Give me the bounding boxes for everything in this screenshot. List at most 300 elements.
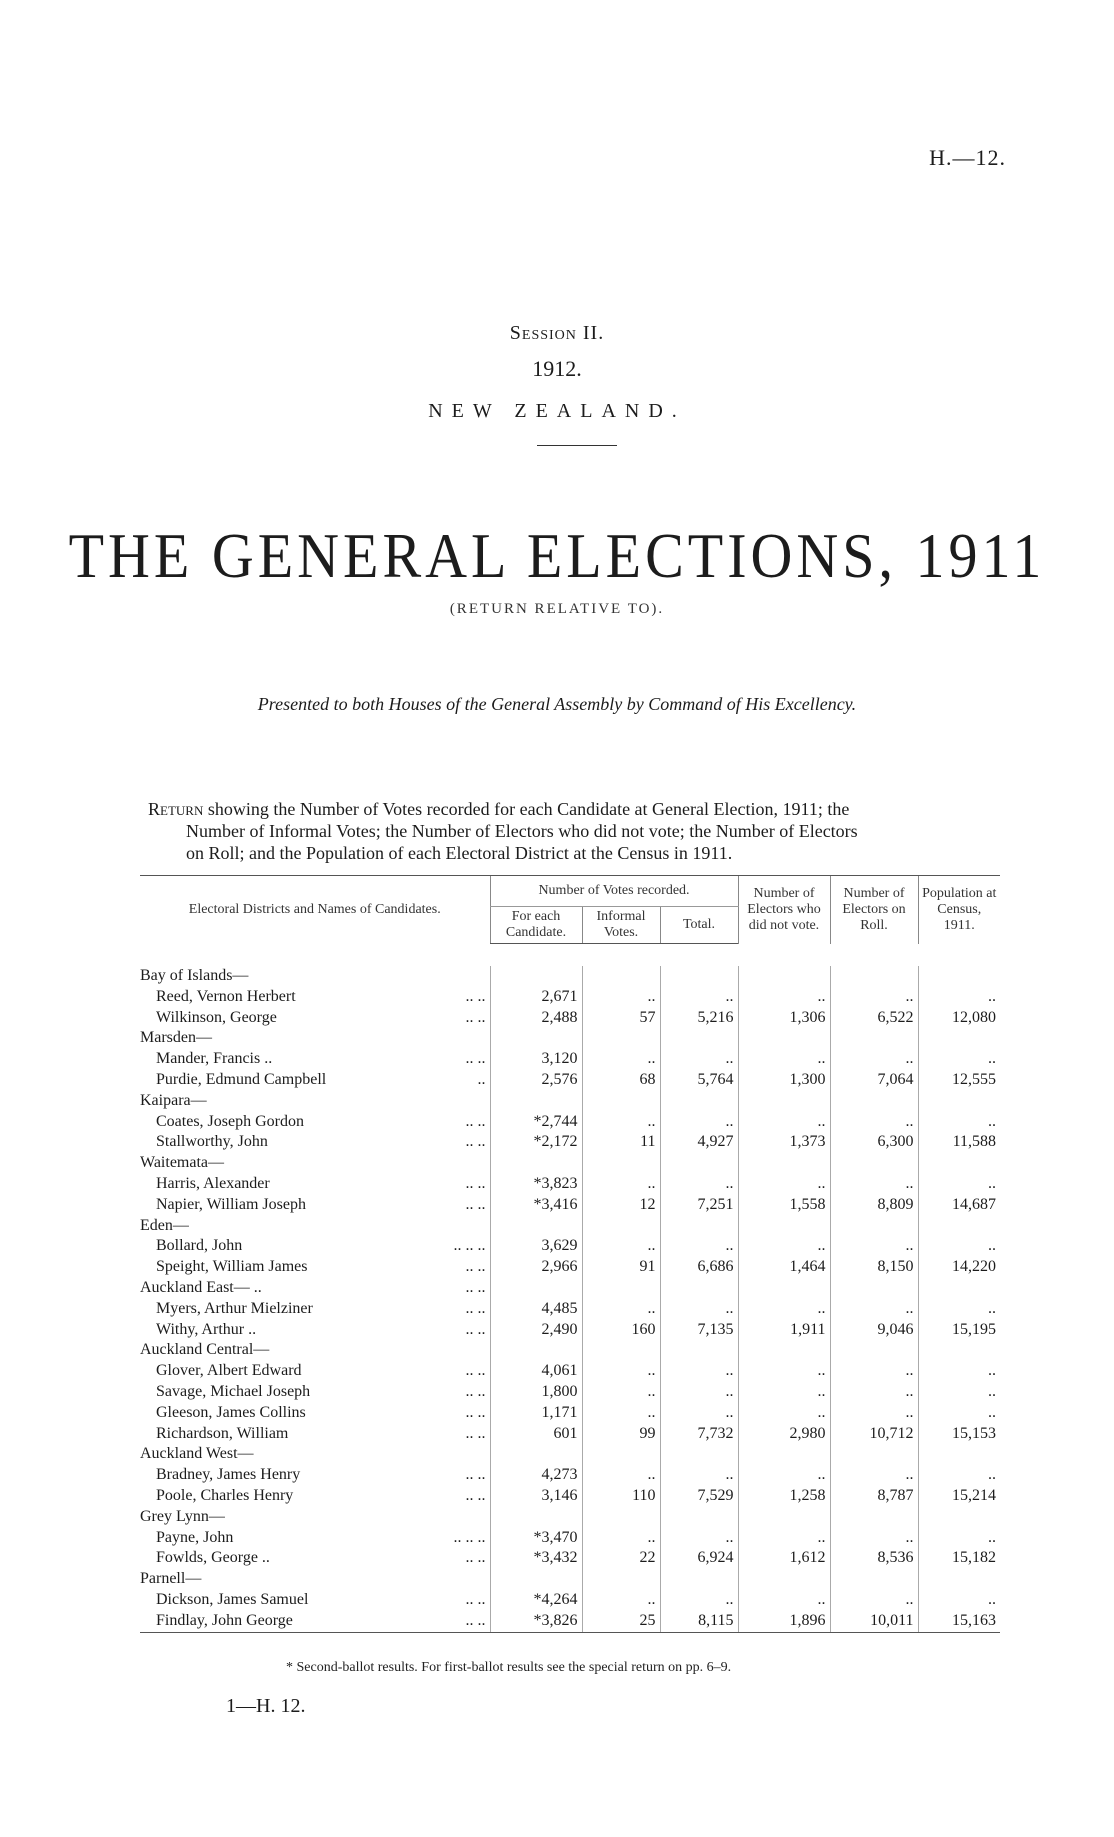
table-row <box>140 1008 1000 1029</box>
leader-dots: .. .. <box>465 1112 486 1130</box>
leader-dots: .. .. <box>465 1403 486 1421</box>
census-population <box>918 1278 1000 1299</box>
candidate-votes: 2,966 <box>490 1257 582 1278</box>
electors-on-roll: 8,809 <box>830 1195 918 1216</box>
total-votes: .. <box>660 1112 738 1133</box>
electors-on-roll: 8,787 <box>830 1486 918 1507</box>
table-row <box>140 1590 1000 1611</box>
electors-not-voted: .. <box>738 987 830 1008</box>
header-votes-group: Number of Votes recorded. <box>490 876 738 907</box>
district-label: Auckland East— .. <box>140 1278 262 1296</box>
candidate-votes: 1,171 <box>490 1403 582 1424</box>
candidate-name: Purdie, Edmund Campbell <box>156 1070 327 1088</box>
electors-not-voted: 1,373 <box>738 1132 830 1153</box>
electors-not-voted <box>738 1028 830 1049</box>
district-name <box>140 1153 490 1174</box>
district-name <box>140 1569 490 1590</box>
candidate-cell <box>140 1112 490 1133</box>
electors-not-voted: 1,896 <box>738 1611 830 1632</box>
candidate-cell <box>140 1174 490 1195</box>
electors-not-voted <box>738 1278 830 1299</box>
census-population: 11,588 <box>918 1132 1000 1153</box>
informal-votes: 22 <box>582 1548 660 1569</box>
electors-on-roll: .. <box>830 1049 918 1070</box>
page-number: 1—H. 12. <box>226 1695 306 1717</box>
candidate-cell <box>140 1611 490 1632</box>
candidate-name: Savage, Michael Joseph <box>156 1382 311 1400</box>
electors-not-voted: .. <box>738 1049 830 1070</box>
total-votes: .. <box>660 1465 738 1486</box>
informal-votes: 11 <box>582 1132 660 1153</box>
informal-votes: .. <box>582 1174 660 1195</box>
electors-on-roll: .. <box>830 1361 918 1382</box>
informal-votes: 12 <box>582 1195 660 1216</box>
total-votes <box>660 1340 738 1361</box>
informal-votes <box>582 1444 660 1465</box>
leader-dots: .. .. <box>465 1362 486 1380</box>
electors-on-roll <box>830 1444 918 1465</box>
informal-votes <box>582 1569 660 1590</box>
informal-votes: .. <box>582 1236 660 1257</box>
electors-on-roll: 10,011 <box>830 1611 918 1632</box>
total-votes <box>660 1444 738 1465</box>
candidate-votes: *3,432 <box>490 1548 582 1569</box>
candidate-name: Myers, Arthur Mielziner <box>156 1299 313 1317</box>
district-label: Eden— <box>140 1216 189 1234</box>
electors-on-roll: 6,300 <box>830 1132 918 1153</box>
header-total: Total. <box>660 907 738 944</box>
electors-not-voted: .. <box>738 1590 830 1611</box>
candidate-votes: *2,744 <box>490 1112 582 1133</box>
table-row <box>140 1132 1000 1153</box>
census-population: .. <box>918 1403 1000 1424</box>
candidate-name: Coates, Joseph Gordon <box>156 1112 304 1130</box>
candidate-cell <box>140 1528 490 1549</box>
electors-on-roll <box>830 1028 918 1049</box>
candidate-cell <box>140 1070 490 1091</box>
leader-dots: .. .. <box>465 1258 486 1276</box>
candidate-votes <box>490 1278 582 1299</box>
electors-not-voted <box>738 1507 830 1528</box>
census-population: 12,080 <box>918 1008 1000 1029</box>
census-population: .. <box>918 987 1000 1008</box>
candidate-votes: 2,488 <box>490 1008 582 1029</box>
spacer-row <box>140 944 1000 967</box>
total-votes <box>660 1507 738 1528</box>
table-row <box>140 1195 1000 1216</box>
candidate-votes <box>490 1216 582 1237</box>
candidate-votes: *3,826 <box>490 1611 582 1632</box>
table-row <box>140 1548 1000 1569</box>
district-row <box>140 1153 1000 1174</box>
informal-votes <box>582 1028 660 1049</box>
electors-on-roll: .. <box>830 1112 918 1133</box>
electors-not-voted: .. <box>738 1112 830 1133</box>
total-votes: .. <box>660 1299 738 1320</box>
total-votes <box>660 1216 738 1237</box>
candidate-votes: 601 <box>490 1424 582 1445</box>
header-informal: Informal Votes. <box>582 907 660 944</box>
total-votes: .. <box>660 1236 738 1257</box>
census-population: .. <box>918 1299 1000 1320</box>
district-label: Auckland Central— <box>140 1341 270 1359</box>
total-votes: 7,529 <box>660 1486 738 1507</box>
electors-on-roll: .. <box>830 1236 918 1257</box>
electors-not-voted: .. <box>738 1236 830 1257</box>
candidate-votes: 2,490 <box>490 1320 582 1341</box>
electors-on-roll: .. <box>830 1174 918 1195</box>
electors-on-roll <box>830 1507 918 1528</box>
district-row <box>140 1340 1000 1361</box>
total-votes: 8,115 <box>660 1611 738 1632</box>
electors-on-roll: .. <box>830 1382 918 1403</box>
census-population <box>918 1507 1000 1528</box>
candidate-votes: *3,470 <box>490 1528 582 1549</box>
candidate-name: Stallworthy, John <box>156 1133 268 1151</box>
candidate-cell <box>140 1486 490 1507</box>
candidate-name: Harris, Alexander <box>156 1174 270 1192</box>
informal-votes <box>582 1216 660 1237</box>
candidate-votes <box>490 966 582 987</box>
electors-on-roll: 7,064 <box>830 1070 918 1091</box>
informal-votes: 57 <box>582 1008 660 1029</box>
header-not-voted: Number of Electors who did not vote. <box>738 876 830 944</box>
total-votes: .. <box>660 1528 738 1549</box>
electors-not-voted: 1,306 <box>738 1008 830 1029</box>
electors-on-roll: .. <box>830 1403 918 1424</box>
total-votes: .. <box>660 1590 738 1611</box>
footnote: * Second-ballot results. For first-ballot results see the special return on pp. 6–9. <box>286 1660 732 1675</box>
candidate-votes: 4,061 <box>490 1361 582 1382</box>
candidate-name: Findlay, John George <box>156 1611 293 1629</box>
electors-not-voted: 1,258 <box>738 1486 830 1507</box>
census-population <box>918 1569 1000 1590</box>
table-row <box>140 1465 1000 1486</box>
returns-body <box>140 944 1000 1633</box>
total-votes <box>660 1091 738 1112</box>
informal-votes: 110 <box>582 1486 660 1507</box>
electors-not-voted: .. <box>738 1382 830 1403</box>
total-votes: .. <box>660 987 738 1008</box>
electors-on-roll <box>830 1569 918 1590</box>
candidate-votes <box>490 1569 582 1590</box>
presented-line: Presented to both Houses of the General Assembly by Command of His Excellency. <box>257 694 857 714</box>
electors-not-voted <box>738 1340 830 1361</box>
district-row <box>140 1569 1000 1590</box>
census-population <box>918 1216 1000 1237</box>
table-row <box>140 1174 1000 1195</box>
election-returns-table <box>140 875 1000 1633</box>
electors-not-voted: 1,558 <box>738 1195 830 1216</box>
candidate-name: Payne, John <box>156 1528 234 1546</box>
leader-dots: .. .. <box>465 1299 486 1317</box>
informal-votes: .. <box>582 987 660 1008</box>
candidate-cell <box>140 1465 490 1486</box>
total-votes: .. <box>660 1382 738 1403</box>
candidate-cell <box>140 987 490 1008</box>
district-row <box>140 1278 1000 1299</box>
candidate-name: Napier, William Joseph <box>156 1195 306 1213</box>
candidate-votes: *3,416 <box>490 1195 582 1216</box>
candidate-name: Bollard, John <box>156 1237 243 1255</box>
candidate-cell <box>140 1590 490 1611</box>
district-label: Auckland West— <box>140 1445 254 1463</box>
year-label: 1912. <box>532 356 582 381</box>
electors-not-voted <box>738 1569 830 1590</box>
census-population: .. <box>918 1590 1000 1611</box>
electors-on-roll: 10,712 <box>830 1424 918 1445</box>
leader-dots: .. .. <box>465 1174 486 1192</box>
electors-not-voted: .. <box>738 1174 830 1195</box>
table-row <box>140 1382 1000 1403</box>
informal-votes: 91 <box>582 1257 660 1278</box>
census-population: 15,214 <box>918 1486 1000 1507</box>
informal-votes <box>582 1153 660 1174</box>
candidate-name: Reed, Vernon Herbert <box>156 987 296 1005</box>
informal-votes: .. <box>582 1112 660 1133</box>
total-votes: .. <box>660 1403 738 1424</box>
census-population <box>918 1340 1000 1361</box>
leader-dots: .. .. <box>465 1486 486 1504</box>
candidate-votes: 3,120 <box>490 1049 582 1070</box>
district-label: Kaipara— <box>140 1091 207 1109</box>
district-row <box>140 1444 1000 1465</box>
page-reference: H.—12. <box>929 145 1006 170</box>
candidate-votes: 3,146 <box>490 1486 582 1507</box>
informal-votes: .. <box>582 1590 660 1611</box>
electors-not-voted <box>738 1444 830 1465</box>
electors-not-voted: 1,911 <box>738 1320 830 1341</box>
electors-not-voted: .. <box>738 1528 830 1549</box>
table-row <box>140 1486 1000 1507</box>
intro-line-2: Number of Informal Votes; the Number of Electors who did not vote; the Number of Electors <box>186 821 858 841</box>
electors-on-roll: .. <box>830 1590 918 1611</box>
district-name <box>140 1444 490 1465</box>
district-name <box>140 1028 490 1049</box>
table-row <box>140 1361 1000 1382</box>
leader-dots: .. .. <box>465 1320 486 1338</box>
table-row <box>140 1236 1000 1257</box>
district-name <box>140 1507 490 1528</box>
leader-dots: .. .. <box>465 1382 486 1400</box>
district-label: Parnell— <box>140 1570 202 1588</box>
total-votes: .. <box>660 1174 738 1195</box>
intro-line-3: on Roll; and the Population of each Electoral District at the Census in 1911. <box>186 843 733 863</box>
title-rule <box>537 445 617 446</box>
electors-not-voted <box>738 1091 830 1112</box>
total-votes: 4,927 <box>660 1132 738 1153</box>
candidate-name: Withy, Arthur .. <box>156 1320 257 1338</box>
electors-not-voted <box>738 966 830 987</box>
census-population: 15,182 <box>918 1548 1000 1569</box>
total-votes: 5,216 <box>660 1008 738 1029</box>
candidate-cell <box>140 1361 490 1382</box>
informal-votes <box>582 966 660 987</box>
electors-not-voted <box>738 1216 830 1237</box>
electors-on-roll <box>830 1091 918 1112</box>
district-label: Waitemata— <box>140 1154 225 1172</box>
leader-dots: .. .. <box>465 1195 486 1213</box>
census-population: 15,153 <box>918 1424 1000 1445</box>
candidate-cell <box>140 1548 490 1569</box>
census-population <box>918 966 1000 987</box>
leader-dots: .. .. <box>465 1590 486 1608</box>
census-population: 15,163 <box>918 1611 1000 1632</box>
electors-on-roll <box>830 1153 918 1174</box>
total-votes: 7,251 <box>660 1195 738 1216</box>
table-row <box>140 1403 1000 1424</box>
electors-not-voted: 1,464 <box>738 1257 830 1278</box>
informal-votes <box>582 1507 660 1528</box>
table-row <box>140 1112 1000 1133</box>
candidate-votes <box>490 1153 582 1174</box>
informal-votes: 68 <box>582 1070 660 1091</box>
informal-votes: .. <box>582 1465 660 1486</box>
informal-votes: 99 <box>582 1424 660 1445</box>
census-population <box>918 1444 1000 1465</box>
electors-not-voted: 1,612 <box>738 1548 830 1569</box>
candidate-votes: *4,264 <box>490 1590 582 1611</box>
informal-votes: .. <box>582 1382 660 1403</box>
candidate-votes: *3,823 <box>490 1174 582 1195</box>
table-row <box>140 1424 1000 1445</box>
census-population: .. <box>918 1528 1000 1549</box>
candidate-votes: 2,671 <box>490 987 582 1008</box>
candidate-cell <box>140 1236 490 1257</box>
candidate-name: Bradney, James Henry <box>156 1466 301 1484</box>
leader-dots: .. .. <box>465 1466 486 1484</box>
document-title: THE GENERAL ELECTIONS, 1911 <box>68 519 1046 592</box>
return-lead-word: Return <box>148 799 204 819</box>
census-population: .. <box>918 1174 1000 1195</box>
candidate-name: Richardson, William <box>156 1424 289 1442</box>
informal-votes: .. <box>582 1049 660 1070</box>
candidate-votes <box>490 1028 582 1049</box>
informal-votes: 25 <box>582 1611 660 1632</box>
country-label: NEW ZEALAND. <box>428 400 686 422</box>
district-label: Marsden— <box>140 1029 212 1047</box>
informal-votes: .. <box>582 1361 660 1382</box>
candidate-cell <box>140 1195 490 1216</box>
electors-on-roll <box>830 1340 918 1361</box>
table-row <box>140 1320 1000 1341</box>
electors-not-voted: 1,300 <box>738 1070 830 1091</box>
table-row <box>140 1257 1000 1278</box>
district-name <box>140 1091 490 1112</box>
table-row <box>140 1070 1000 1091</box>
candidate-cell <box>140 1049 490 1070</box>
district-name <box>140 1340 490 1361</box>
census-population <box>918 1091 1000 1112</box>
total-votes: 5,764 <box>660 1070 738 1091</box>
census-population: 14,687 <box>918 1195 1000 1216</box>
total-votes: .. <box>660 1361 738 1382</box>
table-row <box>140 1528 1000 1549</box>
electors-on-roll: .. <box>830 987 918 1008</box>
census-population <box>918 1153 1000 1174</box>
leader-dots: .. .. .. <box>453 1237 486 1255</box>
table-row <box>140 1299 1000 1320</box>
candidate-name: Speight, William James <box>156 1258 308 1276</box>
census-population: .. <box>918 1112 1000 1133</box>
total-votes: .. <box>660 1049 738 1070</box>
candidate-name: Wilkinson, George <box>156 1008 277 1026</box>
total-votes <box>660 1028 738 1049</box>
candidate-cell <box>140 1008 490 1029</box>
census-population: .. <box>918 1236 1000 1257</box>
candidate-cell <box>140 1382 490 1403</box>
district-label: Bay of Islands— <box>140 967 249 984</box>
total-votes <box>660 1153 738 1174</box>
electors-on-roll: .. <box>830 1299 918 1320</box>
informal-votes <box>582 1091 660 1112</box>
total-votes <box>660 1569 738 1590</box>
candidate-name: Poole, Charles Henry <box>156 1486 294 1504</box>
electors-on-roll <box>830 966 918 987</box>
leader-dots: .. .. <box>465 1549 486 1567</box>
leader-dots: .. .. .. <box>453 1528 486 1546</box>
header-population: Population at Census, 1911. <box>918 876 1000 944</box>
electors-not-voted: .. <box>738 1403 830 1424</box>
electors-on-roll: .. <box>830 1528 918 1549</box>
candidate-votes: 4,273 <box>490 1465 582 1486</box>
district-name <box>140 966 490 987</box>
candidate-name: Glover, Albert Edward <box>156 1362 302 1380</box>
informal-votes: .. <box>582 1403 660 1424</box>
district-row <box>140 1216 1000 1237</box>
total-votes: 7,135 <box>660 1320 738 1341</box>
district-label: Grey Lynn— <box>140 1507 225 1525</box>
candidate-name: Dickson, James Samuel <box>156 1590 309 1608</box>
census-population: .. <box>918 1049 1000 1070</box>
district-row <box>140 1091 1000 1112</box>
document-subtitle: (RETURN RELATIVE TO). <box>449 601 665 617</box>
candidate-cell <box>140 1132 490 1153</box>
district-row <box>140 1028 1000 1049</box>
candidate-cell <box>140 1424 490 1445</box>
return-description <box>148 798 998 864</box>
table-row <box>140 1049 1000 1070</box>
district-row <box>140 1507 1000 1528</box>
electors-on-roll: 6,522 <box>830 1008 918 1029</box>
leader-dots: .. <box>477 1070 486 1088</box>
informal-votes <box>582 1278 660 1299</box>
census-population: 15,195 <box>918 1320 1000 1341</box>
candidate-votes: 3,629 <box>490 1236 582 1257</box>
candidate-cell <box>140 1257 490 1278</box>
candidate-name: Mander, Francis .. <box>156 1050 273 1068</box>
total-votes: 7,732 <box>660 1424 738 1445</box>
district-name <box>140 1278 490 1299</box>
total-votes: 6,686 <box>660 1257 738 1278</box>
header-districts: Electoral Districts and Names of Candidates. <box>140 876 490 944</box>
candidate-name: Gleeson, James Collins <box>156 1403 306 1421</box>
electors-on-roll: 8,536 <box>830 1548 918 1569</box>
session-label: Session II. <box>509 322 605 344</box>
candidate-votes <box>490 1091 582 1112</box>
census-population <box>918 1028 1000 1049</box>
candidate-cell <box>140 1299 490 1320</box>
candidate-votes <box>490 1340 582 1361</box>
electors-on-roll <box>830 1216 918 1237</box>
candidate-cell <box>140 1320 490 1341</box>
informal-votes: .. <box>582 1528 660 1549</box>
leader-dots: .. .. <box>465 1424 486 1442</box>
electors-not-voted: .. <box>738 1299 830 1320</box>
leader-dots: .. .. <box>465 1133 486 1151</box>
census-population: .. <box>918 1361 1000 1382</box>
candidate-votes <box>490 1444 582 1465</box>
